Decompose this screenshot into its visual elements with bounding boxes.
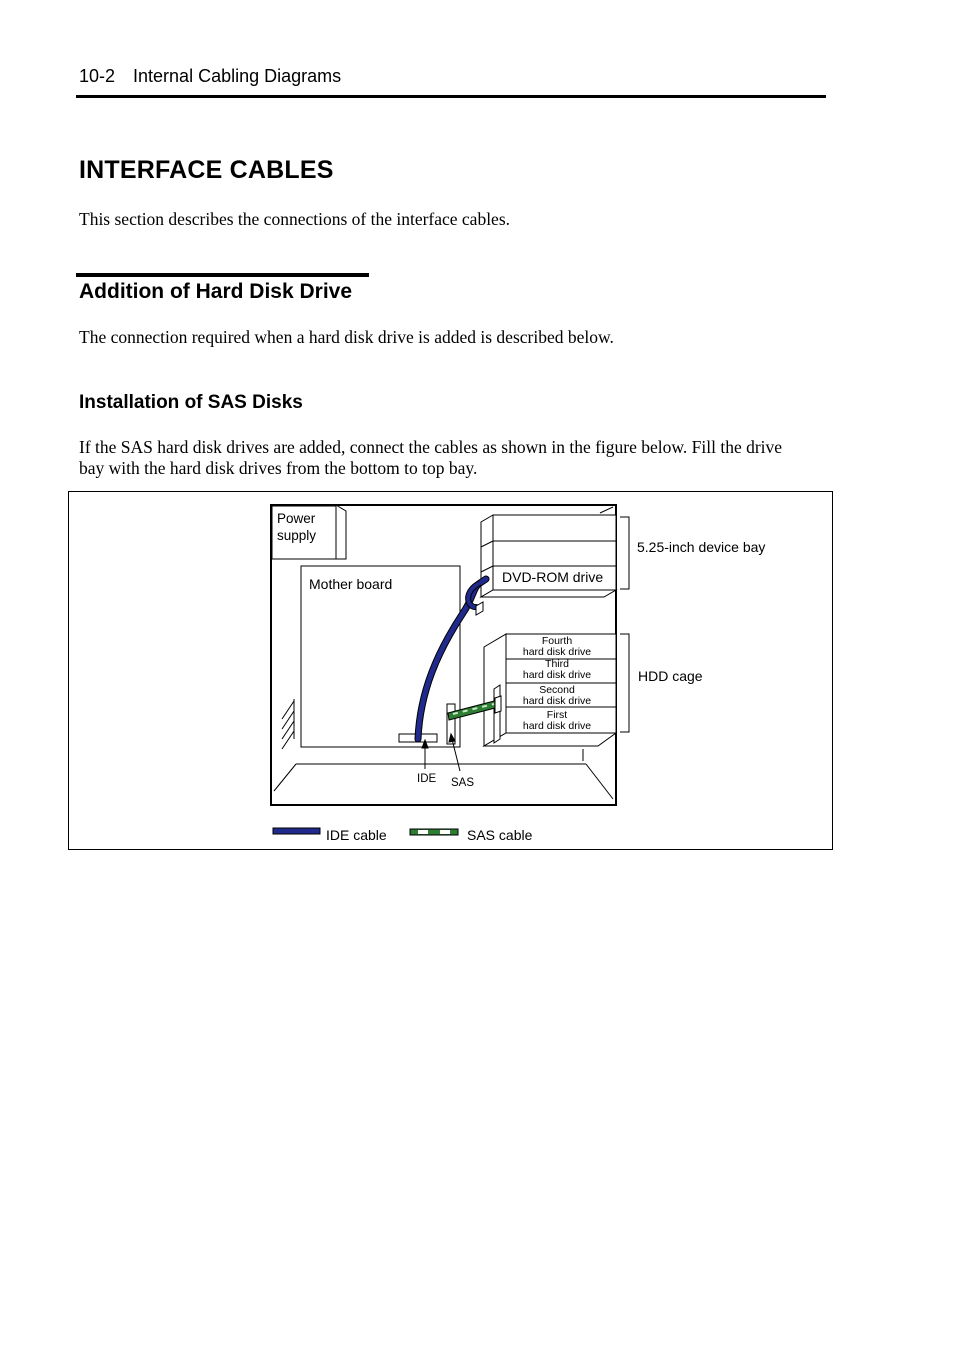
vent-slats [282, 699, 294, 749]
legend-ide-label: IDE cable [326, 827, 387, 843]
hdd-slot-first-line2: hard disk drive [522, 720, 592, 732]
section-heading: Addition of Hard Disk Drive [79, 280, 353, 303]
hdd-slot-fourth-line1: Fourth [541, 635, 573, 647]
page-title: INTERFACE CABLES [79, 156, 334, 184]
subsection-paragraph-line-2: bay with the hard disk drives from the bottom to top bay. [79, 458, 478, 478]
hdd-slot-second-line2: hard disk drive [522, 695, 592, 707]
intro-paragraph: This section describes the connections of the interface cables. [79, 209, 511, 229]
power-supply-label-1: Power [277, 511, 316, 526]
legend-sas-label: SAS cable [467, 827, 533, 843]
hdd-slot-third-line2: hard disk drive [522, 669, 592, 681]
hdd-cage-label: HDD cage [638, 668, 703, 684]
ide-connector-label: IDE [417, 773, 437, 785]
hdd-cage-bracket [620, 634, 629, 732]
hdd-slot-first-line1: First [546, 709, 568, 721]
header-rule [76, 95, 826, 98]
subsection-heading: Installation of SAS Disks [79, 392, 303, 413]
page-header [79, 66, 341, 87]
device-bay-bracket [620, 517, 629, 589]
page-number: 10-2 [79, 66, 116, 86]
chapter-title: Internal Cabling Diagrams [133, 66, 342, 86]
power-supply-label-2: supply [277, 528, 317, 543]
sas-connector-label: SAS [451, 777, 475, 789]
legend-ide-swatch [273, 828, 320, 834]
sas-backplane [494, 685, 500, 743]
legend [273, 827, 533, 843]
device-bay-label: 5.25-inch device bay [637, 539, 766, 555]
cabling-diagram [68, 491, 833, 850]
hdd-slot-second-line1: Second [539, 684, 575, 696]
legend-sas-swatch [410, 829, 458, 835]
section-rule [76, 273, 369, 277]
dvd-rom-drive-label: DVD-ROM drive [502, 569, 604, 585]
hdd-slot-third-line1: Third [545, 658, 569, 670]
power-supply [272, 505, 346, 559]
section-paragraph: The connection required when a hard disk drive is added is described below. [79, 327, 614, 347]
chassis-floor [274, 749, 613, 799]
mother-board-label: Mother board [309, 576, 393, 592]
hdd-slot-fourth-line2: hard disk drive [522, 646, 592, 658]
subsection-paragraph-line-1: If the SAS hard disk drives are added, connect the cables as shown in the figure below. Fill the drive [79, 437, 783, 457]
